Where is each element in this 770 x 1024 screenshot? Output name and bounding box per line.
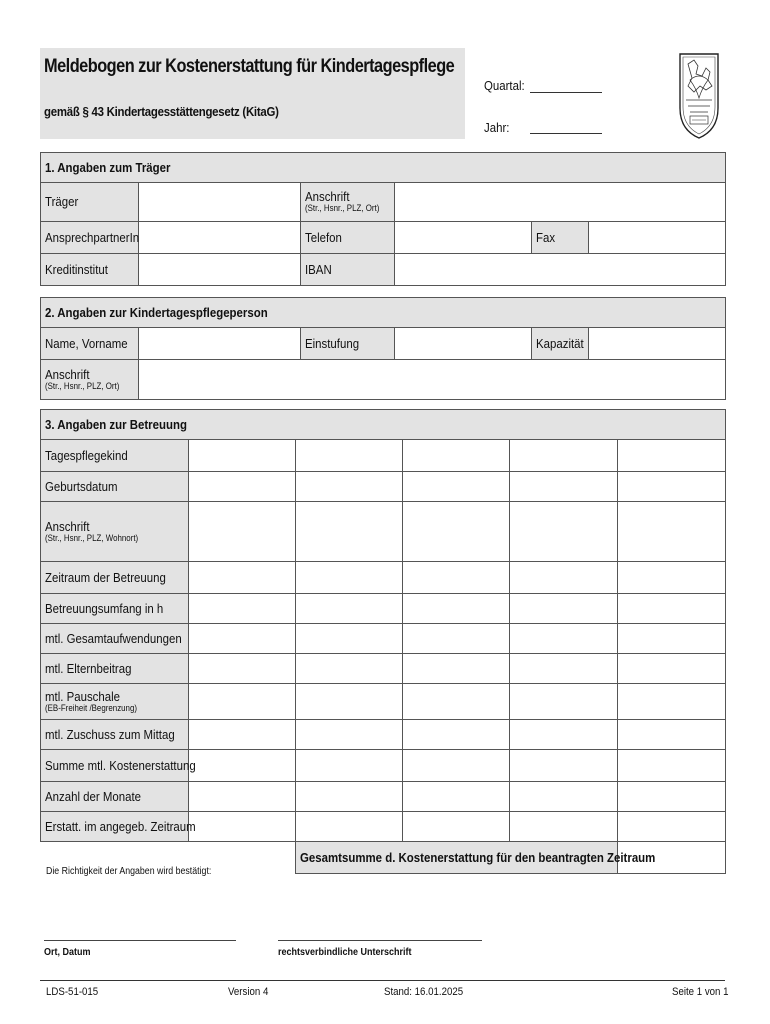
betreuung-input-cell[interactable]	[618, 684, 726, 720]
footer-code: LDS-51-015	[46, 986, 99, 998]
fax-input[interactable]	[589, 222, 726, 254]
ort-datum-line[interactable]	[44, 940, 236, 941]
betreuung-input-cell[interactable]	[618, 594, 726, 624]
betreuung-input-cell[interactable]	[189, 440, 296, 472]
ansprechpartner-label: AnsprechpartnerIn	[41, 222, 139, 254]
section-1-heading: 1. Angaben zum Träger	[41, 153, 726, 183]
betreuung-input-cell[interactable]	[618, 624, 726, 654]
section-betreuung	[40, 409, 726, 874]
betreuung-input-cell[interactable]	[296, 720, 403, 750]
footer-stand: Stand: 16.01.2025	[384, 986, 464, 998]
betreuung-input-cell[interactable]	[296, 472, 403, 502]
betreuung-row-label: Anschrift (Str., Hsnr., PLZ, Wohnort)	[41, 502, 189, 562]
footer-page: Seite 1 von 1	[672, 986, 729, 998]
betreuung-input-cell[interactable]	[296, 624, 403, 654]
betreuung-row	[41, 812, 726, 842]
betreuung-input-cell[interactable]	[618, 440, 726, 472]
betreuung-input-cell[interactable]	[403, 750, 510, 782]
unterschrift-label: rechtsverbindliche Unterschrift	[278, 947, 412, 958]
name-label: Name, Vorname	[41, 328, 139, 360]
betreuung-row-label: Erstatt. im angegeb. Zeitraum	[41, 812, 189, 842]
betreuung-input-cell[interactable]	[189, 750, 296, 782]
betreuung-input-cell[interactable]	[510, 654, 618, 684]
betreuung-input-cell[interactable]	[296, 684, 403, 720]
betreuung-input-cell[interactable]	[189, 594, 296, 624]
pflegeperson-anschrift-label: Anschrift (Str., Hsnr., PLZ, Ort)	[41, 360, 139, 400]
fax-label: Fax	[532, 222, 589, 254]
betreuung-input-cell[interactable]	[189, 624, 296, 654]
section-pflegeperson	[40, 297, 726, 400]
kapazitaet-label: Kapazität	[532, 328, 589, 360]
betreuung-input-cell[interactable]	[618, 502, 726, 562]
betreuung-input-cell[interactable]	[510, 684, 618, 720]
betreuung-input-cell[interactable]	[296, 782, 403, 812]
betreuung-row-label: Betreuungsumfang in h	[41, 594, 189, 624]
page-subtitle: gemäß § 43 Kindertagesstättengesetz (KitaG)	[44, 104, 279, 119]
unterschrift-line[interactable]	[278, 940, 482, 941]
betreuung-input-cell[interactable]	[618, 750, 726, 782]
confirm-text: Die Richtigkeit der Angaben wird bestätigt:	[46, 866, 212, 877]
traeger-input[interactable]	[139, 183, 301, 222]
betreuung-row	[41, 562, 726, 594]
gesamtsumme-label: Gesamtsumme d. Kostenerstattung für den beantragten Zeitraum	[296, 842, 618, 874]
iban-input[interactable]	[395, 254, 726, 286]
betreuung-input-cell[interactable]	[403, 720, 510, 750]
betreuung-row	[41, 684, 726, 720]
betreuung-row-label: mtl. Zuschuss zum Mittag	[41, 720, 189, 750]
betreuung-input-cell[interactable]	[403, 440, 510, 472]
betreuung-row-label: mtl. Pauschale (EB-Freiheit /Begrenzung)	[41, 684, 189, 720]
betreuung-row-label: Anzahl der Monate	[41, 782, 189, 812]
betreuung-input-cell[interactable]	[403, 562, 510, 594]
footer-divider	[40, 980, 725, 981]
betreuung-row	[41, 782, 726, 812]
betreuung-input-cell[interactable]	[403, 812, 510, 842]
betreuung-input-cell[interactable]	[618, 812, 726, 842]
betreuung-input-cell[interactable]	[403, 502, 510, 562]
quartal-label: Quartal:	[484, 78, 525, 93]
betreuung-input-cell[interactable]	[189, 502, 296, 562]
betreuung-input-cell[interactable]	[189, 782, 296, 812]
pflegeperson-anschrift-input[interactable]	[139, 360, 726, 400]
telefon-input[interactable]	[395, 222, 532, 254]
betreuung-row	[41, 594, 726, 624]
betreuung-input-cell[interactable]	[510, 594, 618, 624]
betreuung-input-cell[interactable]	[189, 562, 296, 594]
kapazitaet-input[interactable]	[589, 328, 726, 360]
betreuung-row-label: Summe mtl. Kostenerstattung	[41, 750, 189, 782]
kreditinstitut-label: Kreditinstitut	[41, 254, 139, 286]
betreuung-input-cell[interactable]	[189, 472, 296, 502]
coat-of-arms-icon	[676, 50, 722, 140]
betreuung-input-cell[interactable]	[510, 720, 618, 750]
betreuung-row	[41, 440, 726, 472]
betreuung-input-cell[interactable]	[510, 440, 618, 472]
betreuung-row-label: mtl. Gesamtaufwendungen	[41, 624, 189, 654]
betreuung-input-cell[interactable]	[296, 562, 403, 594]
betreuung-input-cell[interactable]	[296, 594, 403, 624]
footer-version: Version 4	[228, 986, 269, 998]
section-2-heading: 2. Angaben zur Kindertagespflegeperson	[41, 298, 726, 328]
betreuung-input-cell[interactable]	[618, 782, 726, 812]
kreditinstitut-input[interactable]	[139, 254, 301, 286]
betreuung-input-cell[interactable]	[403, 594, 510, 624]
betreuung-input-cell[interactable]	[618, 562, 726, 594]
betreuung-row-label: Zeitraum der Betreuung	[41, 562, 189, 594]
page-title: Meldebogen zur Kostenerstattung für Kindertagespflege	[44, 56, 455, 77]
betreuung-input-cell[interactable]	[618, 720, 726, 750]
betreuung-input-cell[interactable]	[296, 750, 403, 782]
betreuung-input-cell[interactable]	[618, 472, 726, 502]
name-input[interactable]	[139, 328, 301, 360]
betreuung-input-cell[interactable]	[510, 472, 618, 502]
betreuung-input-cell[interactable]	[510, 750, 618, 782]
betreuung-input-cell[interactable]	[510, 562, 618, 594]
betreuung-input-cell[interactable]	[618, 654, 726, 684]
betreuung-row	[41, 472, 726, 502]
betreuung-row	[41, 502, 726, 562]
betreuung-row	[41, 720, 726, 750]
betreuung-row	[41, 654, 726, 684]
betreuung-input-cell[interactable]	[189, 812, 296, 842]
betreuung-input-cell[interactable]	[403, 624, 510, 654]
betreuung-input-cell[interactable]	[510, 624, 618, 654]
betreuung-input-cell[interactable]	[510, 502, 618, 562]
einstufung-input[interactable]	[395, 328, 532, 360]
betreuung-input-cell[interactable]	[189, 720, 296, 750]
betreuung-row	[41, 750, 726, 782]
betreuung-row	[41, 624, 726, 654]
jahr-field[interactable]	[530, 133, 602, 134]
quartal-field[interactable]	[530, 92, 602, 93]
anschrift-input[interactable]	[395, 183, 726, 222]
traeger-label: Träger	[41, 183, 139, 222]
ort-datum-label: Ort, Datum	[44, 947, 91, 958]
jahr-label: Jahr:	[484, 120, 510, 135]
iban-label: IBAN	[301, 254, 395, 286]
betreuung-input-cell[interactable]	[189, 684, 296, 720]
betreuung-row-label: mtl. Elternbeitrag	[41, 654, 189, 684]
betreuung-row-label: Geburtsdatum	[41, 472, 189, 502]
betreuung-input-cell[interactable]	[189, 654, 296, 684]
betreuung-input-cell[interactable]	[296, 812, 403, 842]
einstufung-label: Einstufung	[301, 328, 395, 360]
section-traeger	[40, 152, 726, 286]
betreuung-input-cell[interactable]	[510, 782, 618, 812]
betreuung-input-cell[interactable]	[403, 782, 510, 812]
betreuung-input-cell[interactable]	[510, 812, 618, 842]
betreuung-input-cell[interactable]	[296, 654, 403, 684]
ansprechpartner-input[interactable]	[139, 222, 301, 254]
betreuung-input-cell[interactable]	[296, 502, 403, 562]
betreuung-row-label: Tagespflegekind	[41, 440, 189, 472]
betreuung-input-cell[interactable]	[403, 472, 510, 502]
betreuung-input-cell[interactable]	[403, 684, 510, 720]
section-3-heading: 3. Angaben zur Betreuung	[41, 410, 726, 440]
betreuung-input-cell[interactable]	[403, 654, 510, 684]
betreuung-input-cell[interactable]	[296, 440, 403, 472]
telefon-label: Telefon	[301, 222, 395, 254]
anschrift-label: Anschrift (Str., Hsnr., PLZ, Ort)	[301, 183, 395, 222]
